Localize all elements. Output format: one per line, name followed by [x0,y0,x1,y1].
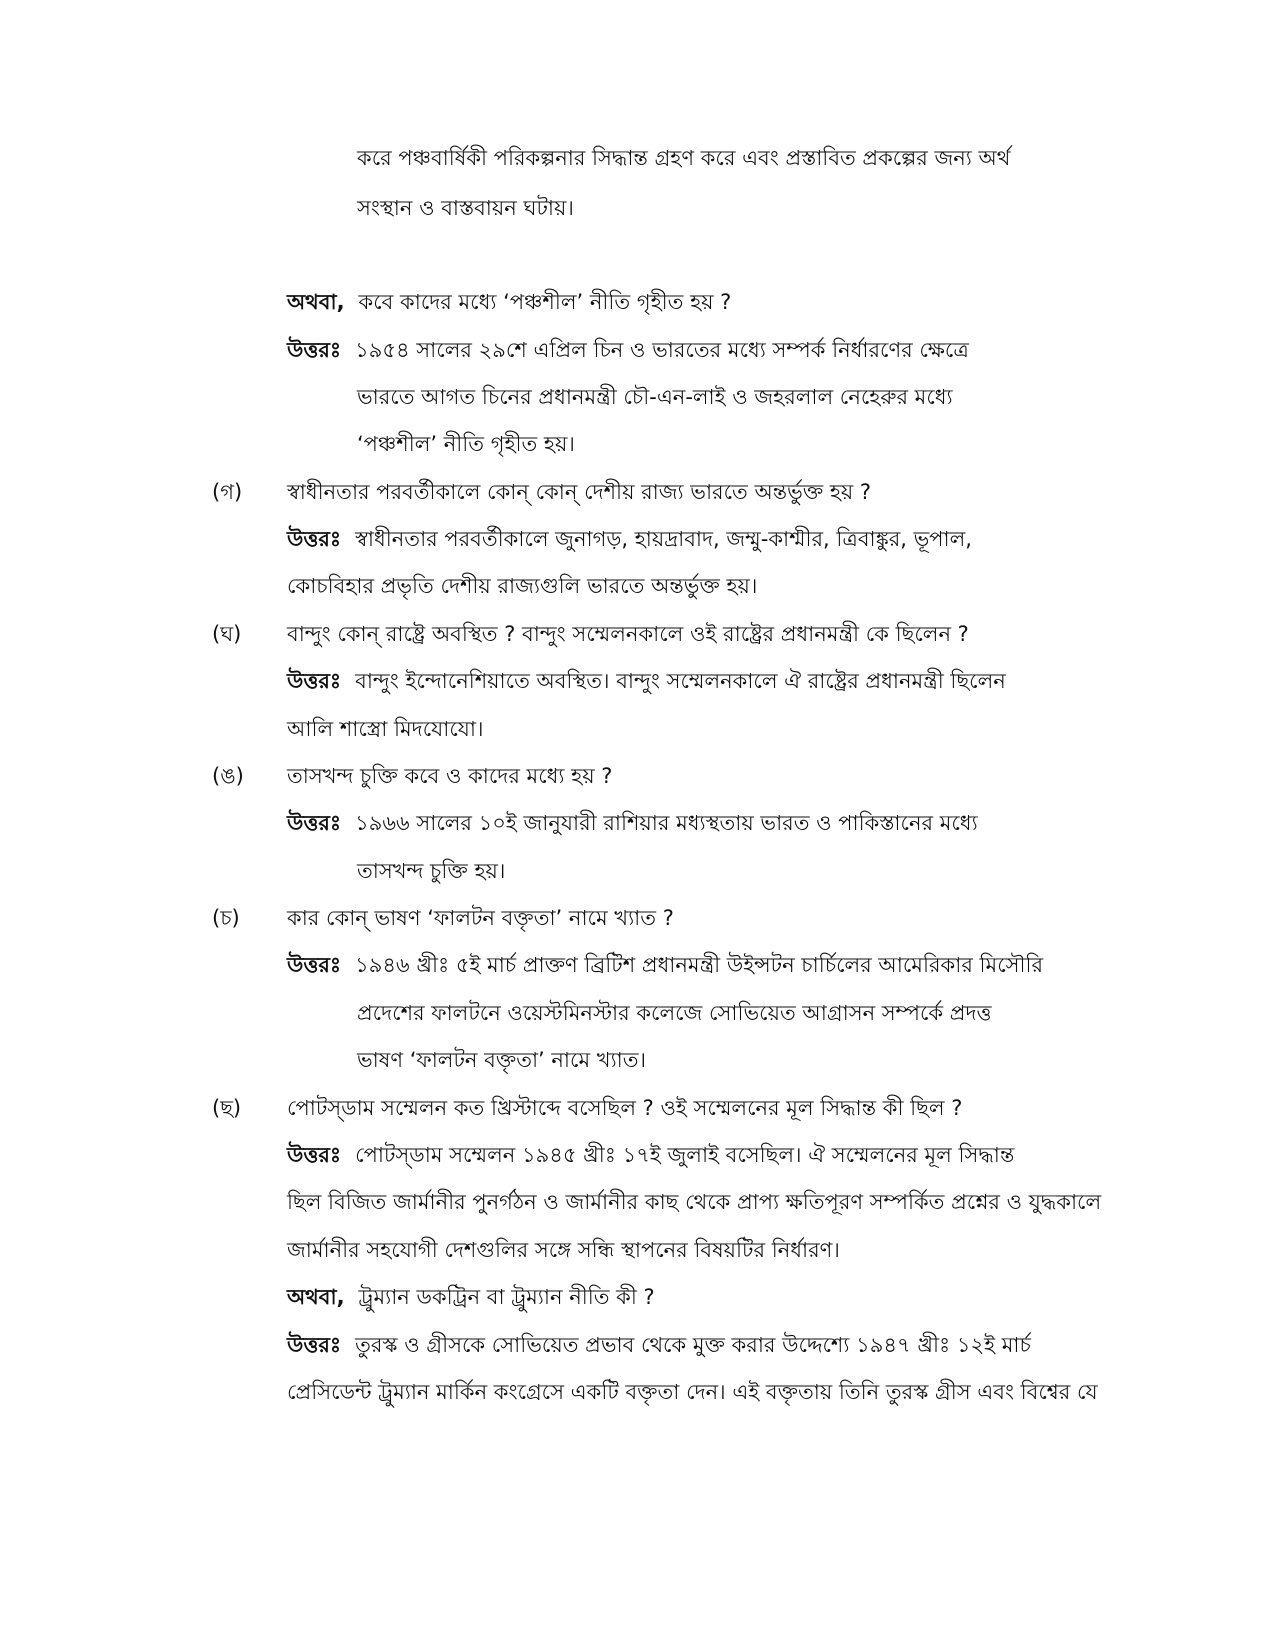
answer-text: ১৯৬৬ সালের ১০ই জানুযারী রাশিয়ার মধ্যস্থতায় ভারত ও পাকিস্তানের মধ্যে [355,811,978,835]
answer-line: তাসখন্দ চুক্তি হয়। [357,859,506,883]
question-text: কবে কাদের মধ্যে ‘পঞ্চশীল’ নীতি গৃহীত হয় ? [358,290,732,314]
answer-line: ছিল বিজিত জার্মানীর পুনর্গঠন ও জার্মানীর কাছ থেকে প্রাপ্য ক্ষতিপূরণ সম্পর্কিত প্রশ্নের ও যুদ্ধকালে [287,1190,1102,1214]
answer-label: উত্তরঃ [287,527,342,551]
answer-line [287,808,978,838]
question-number: (ঘ) [212,622,242,646]
answer-line [287,524,972,554]
answer-text: পোটস্‌ডাম সম্মেলন ১৯৪৫ খ্রীঃ ১৭ই জুলাই বসেছিল। ঐ সম্মেলনের মূল সিদ্ধান্ত [355,1143,1015,1167]
alternative-question [287,287,731,317]
question-text: কার কোন্ ভাষণ ‘ফালটন বক্তৃতা’ নামে খ্যাত ? [287,906,674,930]
question-number: (ঙ) [212,764,244,788]
question-text: পোটস্‌ডাম সম্মেলন কত খ্রিস্টাব্দে বসেছিল ? ওই সম্মেলনের মূল সিদ্ধান্ত কী ছিল ? [287,1096,963,1120]
answer-label: উত্তরঃ [287,338,342,362]
alternative-label: অথবা, [287,290,345,314]
question-text: স্বাধীনতার পরবর্তীকালে কোন্ কোন্ দেশীয় রাজ্য ভারতে অন্তর্ভুক্ত হয় ? [287,480,872,504]
answer-text: ১৯৫৪ সালের ২৯শে এপ্রিল চিন ও ভারতের মধ্যে সম্পর্ক নির্ধারণের ক্ষেত্রে [355,338,969,362]
question-text: বান্দুং কোন্ রাষ্ট্রে অবস্থিত ? বান্দুং সম্মেলনকালে ওই রাষ্ট্রের প্রধানমন্ত্রী কে ছিলেন ? [287,622,969,646]
answer-label: উত্তরঃ [287,1333,342,1357]
answer-line [287,335,969,365]
answer-label: উত্তরঃ [287,953,342,977]
answer-line [287,666,1006,696]
paragraph-line: করে পঞ্চবার্ষিকী পরিকল্পনার সিদ্ধান্ত গ্রহণ করে এবং প্রস্তাবিত প্রকল্পের জন্য অর্থ [357,146,1011,170]
answer-line: প্রেসিডেন্ট ট্রুম্যান মার্কিন কংগ্রেসে একটি বক্তৃতা দেন। এই বক্তৃতায় তিনি তুরস্ক গ্রীস এবং বিশ্বের যে [287,1380,1098,1404]
answer-line [287,950,1043,980]
alternative-label: অথবা, [287,1285,345,1309]
answer-label: উত্তরঃ [287,669,342,693]
answer-line: প্রদেশের ফালটনে ওয়েস্টমিনস্টার কলেজে সোভিয়েত আগ্রাসন সম্পর্কে প্রদত্ত [357,1001,992,1025]
answer-line [287,1140,1014,1170]
answer-line: জার্মানীর সহযোগী দেশগুলির সঙ্গে সন্ধি স্থাপনের বিষয়টির নির্ধারণ। [287,1238,840,1262]
question-number: (চ) [212,906,240,930]
paragraph-line: সংস্থান ও বাস্তবায়ন ঘটায়। [357,196,574,220]
answer-line: আলি শাস্ত্রো মিদযোযো। [287,717,484,741]
answer-line [287,1330,1031,1360]
alternative-question [287,1282,655,1312]
question-number: (গ) [212,480,243,504]
answer-label: উত্তরঃ [287,1143,342,1167]
answer-line: ভাষণ ‘ফালটন বক্তৃতা’ নামে খ্যাত। [357,1048,647,1072]
answer-text: তুরস্ক ও গ্রীসকে সোভিয়েত প্রভাব থেকে মুক্ত করার উদ্দেশ্যে ১৯৪৭ খ্রীঃ ১২ই মার্চ [355,1333,1031,1357]
answer-text: বান্দুং ইন্দোনেশিয়াতে অবস্থিত। বান্দুং সম্মেলনকালে ঐ রাষ্ট্রের প্রধানমন্ত্রী ছিলেন [355,669,1006,693]
answer-label: উত্তরঃ [287,811,342,835]
answer-line: কোচবিহার প্রভৃতি দেশীয় রাজ্যগুলি ভারতে অন্তর্ভুক্ত হয়। [287,574,758,598]
question-text: ট্রুম্যান ডকট্রিন বা ট্রুম্যান নীতি কী ? [358,1285,655,1309]
question-text: তাসখন্দ চুক্তি কবে ও কাদের মধ্যে হয় ? [287,764,613,788]
answer-line: ভারতে আগত চিনের প্রধানমন্ত্রী চৌ-এন-লাই ও জহরলাল নেহেরুর মধ্যে [357,385,953,409]
answer-line: ‘পঞ্চশীল’ নীতি গৃহীত হয়। [357,432,575,456]
answer-text: ১৯৪৬ খ্রীঃ ৫ই মার্চ প্রাক্তণ ব্রিটিশ প্রধানমন্ত্রী উইন্সটন চার্চিলের আমেরিকার মিসৌরি [355,953,1044,977]
question-number: (ছ) [212,1096,242,1120]
answer-text: স্বাধীনতার পরবর্তীকালে জুনাগড়, হায়দ্রাবাদ, জম্মু-কাশ্মীর, ত্রিবাঙ্কুর, ভূপাল, [355,527,972,551]
